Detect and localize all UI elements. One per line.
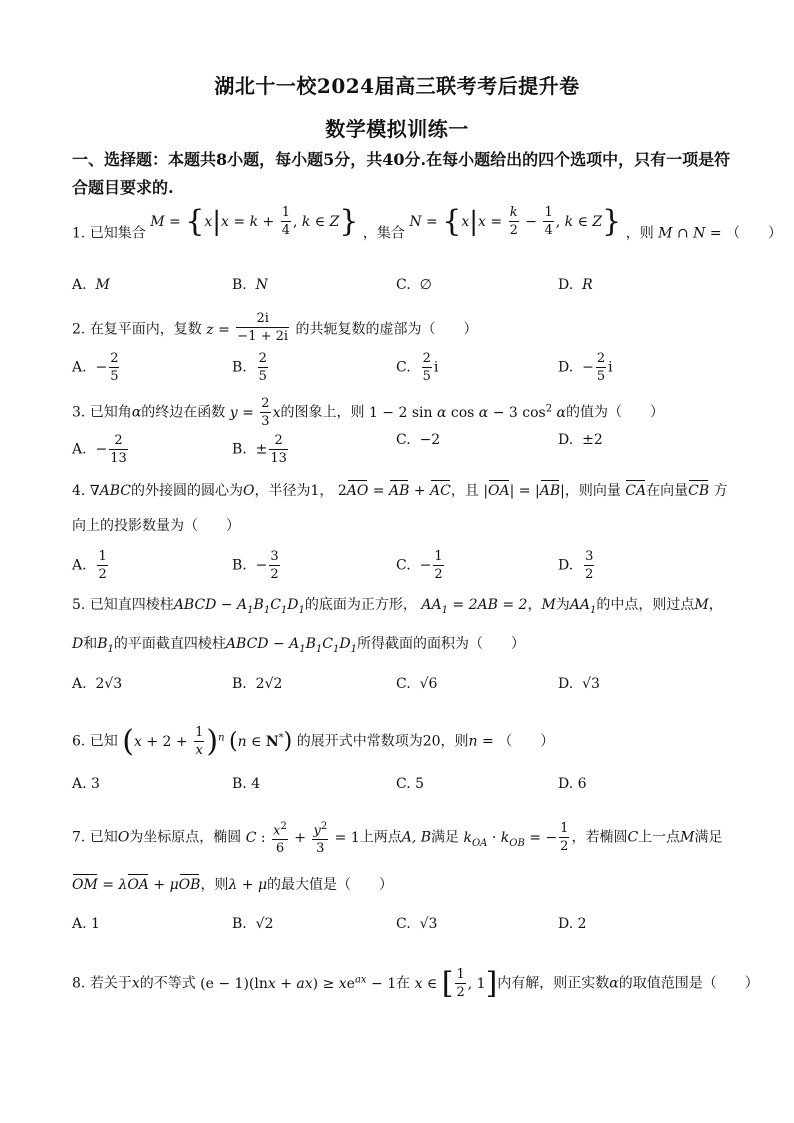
question-number: 7. bbox=[72, 829, 86, 846]
question-text: ， bbox=[527, 597, 542, 613]
answer-blank: （ ） bbox=[726, 225, 783, 242]
question-text: 的终边在函数 bbox=[141, 404, 226, 421]
prism-formula: ABCD − $A_1B_1C_1D_1$ bbox=[173, 597, 305, 616]
option-c[interactable]: C. √6 bbox=[396, 676, 438, 692]
question-text: ，则 bbox=[625, 225, 654, 242]
question-3: 3. 已知角α的终边在函数 y = $\frac{2}{3}$ x的图象上，则 1 − 2 sin α cos α − 3 $\cos^2 \alpha$的值为（ ） bbox=[72, 396, 665, 429]
question-text: 的平面截直四棱柱 bbox=[113, 636, 226, 652]
option-b[interactable]: B. − $\frac{3}{2}$ bbox=[232, 549, 279, 582]
option-a[interactable]: A. 2√3 bbox=[72, 676, 123, 692]
options-2 bbox=[72, 350, 732, 384]
question-number: 8. bbox=[72, 975, 86, 992]
option-d[interactable]: D. $\frac{3}{2}$ bbox=[558, 549, 594, 582]
question-5: 5. 已知直四棱柱ABCD − $A_1B_1C_1D_1$的底面为正方形， $AA_1 = 2AB = 2$，M为$AA_1$的中点，则过点M， bbox=[72, 597, 723, 616]
exam-subtitle: 数学模拟训练一 bbox=[325, 117, 469, 141]
option-b[interactable]: B. $\frac{2}{5}$ bbox=[232, 351, 267, 384]
question-text: 的共轭复数的虚部为（ ） bbox=[295, 321, 478, 338]
option-b[interactable]: B. 2√2 bbox=[232, 676, 283, 692]
set-m-formula: M = {x|x = k + $\frac{1}{4}$ , k ∈ Z} bbox=[150, 203, 359, 239]
option-c[interactable]: C. − $\frac{1}{2}$ bbox=[396, 549, 443, 582]
options-5 bbox=[72, 676, 732, 706]
question-text: ，半径为1， bbox=[254, 483, 334, 499]
question-text: 的最大值是（ ） bbox=[267, 877, 394, 893]
set-n-formula: N = {x|x = $\frac{k}{2}$ − $\frac{1}{4}$ , k ∈ Z} bbox=[409, 203, 622, 239]
option-a[interactable]: A. 1 bbox=[72, 916, 100, 932]
question-text: 在 bbox=[396, 975, 411, 992]
question-text: 上两点 bbox=[359, 829, 402, 846]
vector-cb: CB bbox=[688, 483, 710, 499]
option-b[interactable]: B. √2 bbox=[232, 916, 274, 932]
options-1 bbox=[72, 277, 732, 307]
question-1: 1. 已知集合 M = {x|x = k + $\frac{1}{4}$ , k ∈ Z} ，集合 N = {x|x = $\frac{k}{2}$ − $\frac{1}{4}$ , k ∈ Z} ，则 M ∩ N = （ ） bbox=[72, 203, 783, 242]
option-b[interactable]: B. N bbox=[232, 277, 268, 293]
option-a[interactable]: A. − $\frac{2}{13}$ bbox=[72, 433, 127, 466]
exam-title: 湖北十一校2024届高三联考考后提升卷 bbox=[214, 74, 580, 98]
ellipse-formula: C : $\frac{x^2}{6}$ + $\frac{y^2}{3}$ = 1 bbox=[246, 830, 360, 846]
question-text: 的外接圆的圆心为 bbox=[130, 483, 243, 499]
question-text: 为 bbox=[555, 597, 570, 613]
question-text: 的取值范围是（ ） bbox=[618, 975, 759, 992]
section-heading: 一、选择题：本题共8小题，每小题5分，共40分.在每小题给出的四个选项中，只有一项是符合题目要求的. bbox=[72, 150, 731, 197]
question-text: ，则向量 bbox=[564, 483, 621, 499]
question-8: 8. 若关于x的不等式 $(e - 1)(\ln x + ax) \ge xe^{ax} - 1$在 x ∈ [ $\frac{1}{2}$ , 1]内有解，则正实数α的取值范围是（ ） bbox=[72, 965, 759, 1001]
triangle-formula: ∇ABC bbox=[89, 483, 131, 499]
question-2 bbox=[72, 312, 732, 347]
slope-formula: $k_{OA} \cdot k_{OB}$ = − $\frac{1}{2}$ bbox=[463, 821, 569, 855]
question-text: 方 bbox=[713, 483, 728, 499]
options-4 bbox=[72, 548, 732, 582]
complex-formula: z = $\frac{2i}{-1 + 2i}$ bbox=[206, 311, 289, 344]
question-text: 的图象上，则 bbox=[280, 404, 365, 421]
option-c[interactable]: C. ∅ bbox=[396, 277, 432, 293]
question-text: 已知角 bbox=[89, 404, 132, 421]
option-d[interactable]: D. 2 bbox=[558, 916, 587, 932]
question-4-line-2: 向上的投影数量为（ ） bbox=[72, 518, 240, 534]
option-c[interactable]: C. −2 bbox=[396, 432, 441, 448]
question-text: 在向量 bbox=[646, 483, 689, 499]
question-text: ，且 bbox=[450, 483, 479, 499]
binomial-formula: (x + 2 + $\frac{1}{x}$ )$^n$ (n ∈ N*) bbox=[122, 723, 293, 759]
question-6: 6. 已知 (x + 2 + $\frac{1}{x}$ )$^n$ (n ∈ N*) 的展开式中常数项为20，则n = （ ） bbox=[72, 723, 555, 759]
option-b[interactable]: B. 4 bbox=[232, 776, 261, 792]
answer-blank: （ ） bbox=[498, 733, 555, 750]
function-formula: y = $\frac{2}{3}$ x bbox=[229, 396, 281, 429]
question-text: 若关于 bbox=[89, 975, 132, 992]
question-text: 已知 bbox=[89, 733, 118, 750]
option-d[interactable]: D. R bbox=[558, 277, 593, 293]
options-3 bbox=[72, 432, 732, 466]
vector-norm-formula: |OA| = |AB| bbox=[483, 483, 565, 499]
question-7-line-2: OM = λOA + μOB，则λ + μ的最大值是（ ） bbox=[72, 877, 394, 893]
question-number: 1. bbox=[72, 225, 86, 242]
option-d[interactable]: D. √3 bbox=[558, 676, 600, 692]
vector-sum-formula: 2AO = AB + AC bbox=[337, 483, 451, 499]
question-text: 的展开式中常数项为20，则 bbox=[296, 733, 469, 750]
question-text: 的底面为正方形， bbox=[304, 597, 417, 613]
question-text: 的中点，则过点 bbox=[596, 597, 695, 613]
question-7: 7. 已知O为坐标原点，椭圆 C : $\frac{x^2}{6}$ + $\frac{y^2}{3}$ = 1上两点A, B满足 $k_{OA} \cdot k_{OB}$ = − $\frac{1}{2}$ ，若椭圆C上一点M满足 bbox=[72, 818, 732, 857]
vector-om-formula: OM = λOA + μOB bbox=[72, 877, 201, 893]
intersection-formula: M ∩ N bbox=[658, 225, 706, 242]
option-d[interactable]: D. ±2 bbox=[558, 432, 603, 448]
question-text: 已知集合 bbox=[89, 225, 146, 242]
question-4: 4. ∇ABC的外接圆的圆心为O，半径为1， 2AO = AB + AC，且 |OA| = |AB|，则向量 CA在向量CB 方 bbox=[72, 483, 728, 499]
option-d[interactable]: D. − $\frac{2}{5}$ i bbox=[558, 351, 613, 384]
question-text: ，集合 bbox=[362, 225, 405, 242]
interval-formula: x ∈ [ $\frac{1}{2}$ , 1] bbox=[414, 965, 498, 1001]
question-text: 已知 bbox=[89, 829, 118, 846]
question-text: 的值为（ ） bbox=[566, 404, 665, 421]
question-text: 已知直四棱柱 bbox=[89, 597, 174, 613]
vector-ca: CA bbox=[625, 483, 647, 499]
question-text: 内有解，则正实数 bbox=[497, 975, 610, 992]
question-text: 上一点 bbox=[638, 829, 681, 846]
question-text: ，则 bbox=[200, 877, 229, 893]
question-number: 5. bbox=[72, 597, 86, 613]
question-number: 6. bbox=[72, 733, 86, 750]
option-a[interactable]: A. $\frac{1}{2}$ bbox=[72, 549, 107, 582]
expression-formula: 1 − 2 sin α cos α − 3 $\cos^2 \alpha$ bbox=[368, 402, 567, 421]
question-number: 3. bbox=[72, 404, 86, 421]
inequality-formula: $(e - 1)(\ln x + ax) \ge xe^{ax} - 1$ bbox=[200, 973, 397, 992]
option-c[interactable]: C. √3 bbox=[396, 916, 438, 932]
option-a[interactable]: A. M bbox=[72, 277, 110, 293]
question-text: 所得截面的面积为（ ） bbox=[357, 636, 525, 652]
options-7 bbox=[72, 916, 732, 946]
question-number: 2. bbox=[72, 321, 86, 338]
question-text: 在复平面内，复数 bbox=[89, 321, 202, 338]
question-number: 4. bbox=[72, 483, 86, 499]
option-b[interactable]: B. ± $\frac{2}{13}$ bbox=[232, 433, 287, 466]
question-text: 的不等式 bbox=[139, 975, 196, 992]
question-text: 和 bbox=[83, 636, 98, 652]
question-5-line-2: D和$B_1$的平面截直四棱柱ABCD − $A_1B_1C_1D_1$所得截面的面积为（ ） bbox=[72, 636, 525, 655]
question-text: ， bbox=[708, 597, 723, 613]
option-c[interactable]: C. 5 bbox=[396, 776, 425, 792]
option-a[interactable]: A. 3 bbox=[72, 776, 100, 792]
option-a[interactable]: A. − $\frac{2}{5}$ bbox=[72, 351, 119, 384]
options-6 bbox=[72, 776, 732, 806]
question-text: ，若椭圆 bbox=[571, 829, 628, 846]
question-text: 为坐标原点，椭圆 bbox=[129, 829, 242, 846]
length-formula: $AA_1 = 2AB = 2$ bbox=[421, 597, 528, 616]
question-text: 满足 bbox=[694, 829, 723, 846]
option-d[interactable]: D. 6 bbox=[558, 776, 587, 792]
prism-formula: ABCD − $A_1B_1C_1D_1$ bbox=[225, 636, 357, 655]
question-text: 满足 bbox=[431, 829, 460, 846]
option-c[interactable]: C. $\frac{2}{5}$ i bbox=[396, 351, 439, 384]
